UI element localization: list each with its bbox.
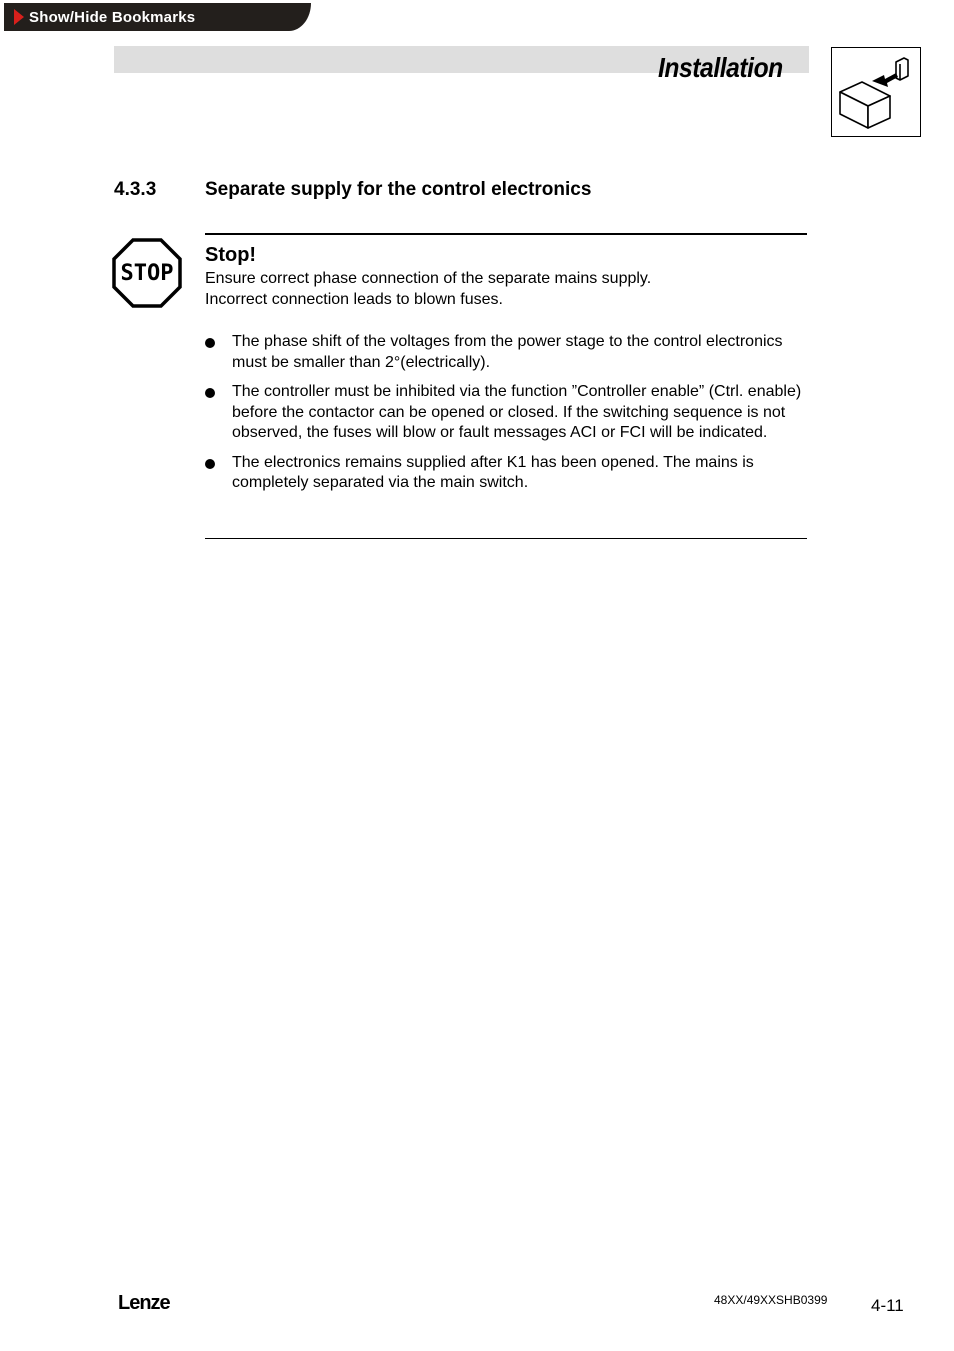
triangle-right-icon: [14, 9, 24, 25]
bullet-icon: [205, 338, 215, 348]
stop-line: Ensure correct phase connection of the separate mains supply.: [205, 270, 652, 287]
bullet-list: [205, 332, 807, 503]
stop-sign-text: STOP: [120, 261, 174, 286]
list-item: [205, 332, 807, 373]
list-item-text: The controller must be inhibited via the function ”Controller enable” (Ctrl. enable) before the contactor can be opened or closed. If the switching sequence is not observed, the fuses will blow or fault messages ACI or FCI will be indicated.: [232, 383, 802, 441]
section-title: Separate supply for the control electronics: [205, 179, 592, 200]
installation-box-icon: [831, 47, 921, 137]
list-item-text: The phase shift of the voltages from the power stage to the control electronics must be smaller than 2°(electrically).: [232, 333, 783, 371]
stop-sign-icon: [112, 238, 182, 308]
list-item-text: The electronics remains supplied after K1 has been opened. The mains is completely separated via the main switch.: [232, 453, 754, 491]
show-hide-bookmarks-button[interactable]: [4, 3, 311, 31]
section-number: 4.3.3: [114, 179, 157, 200]
bullet-icon: [205, 388, 215, 398]
bookmarks-label: Show/Hide Bookmarks: [29, 8, 196, 26]
page-number: 4-11: [871, 1296, 904, 1315]
chapter-title: Installation: [658, 52, 783, 83]
document-id: 48XX/49XXSHB0399: [714, 1293, 828, 1307]
brand-logo: Lenze: [118, 1292, 170, 1314]
stop-warning-text: [205, 269, 805, 310]
divider-top: [205, 233, 807, 235]
stop-line: Incorrect connection leads to blown fuses.: [205, 290, 503, 308]
list-item: [205, 382, 807, 444]
divider-bottom: [205, 538, 807, 539]
stop-heading: Stop!: [205, 244, 257, 266]
bullet-icon: [205, 459, 215, 469]
list-item: [205, 453, 807, 494]
